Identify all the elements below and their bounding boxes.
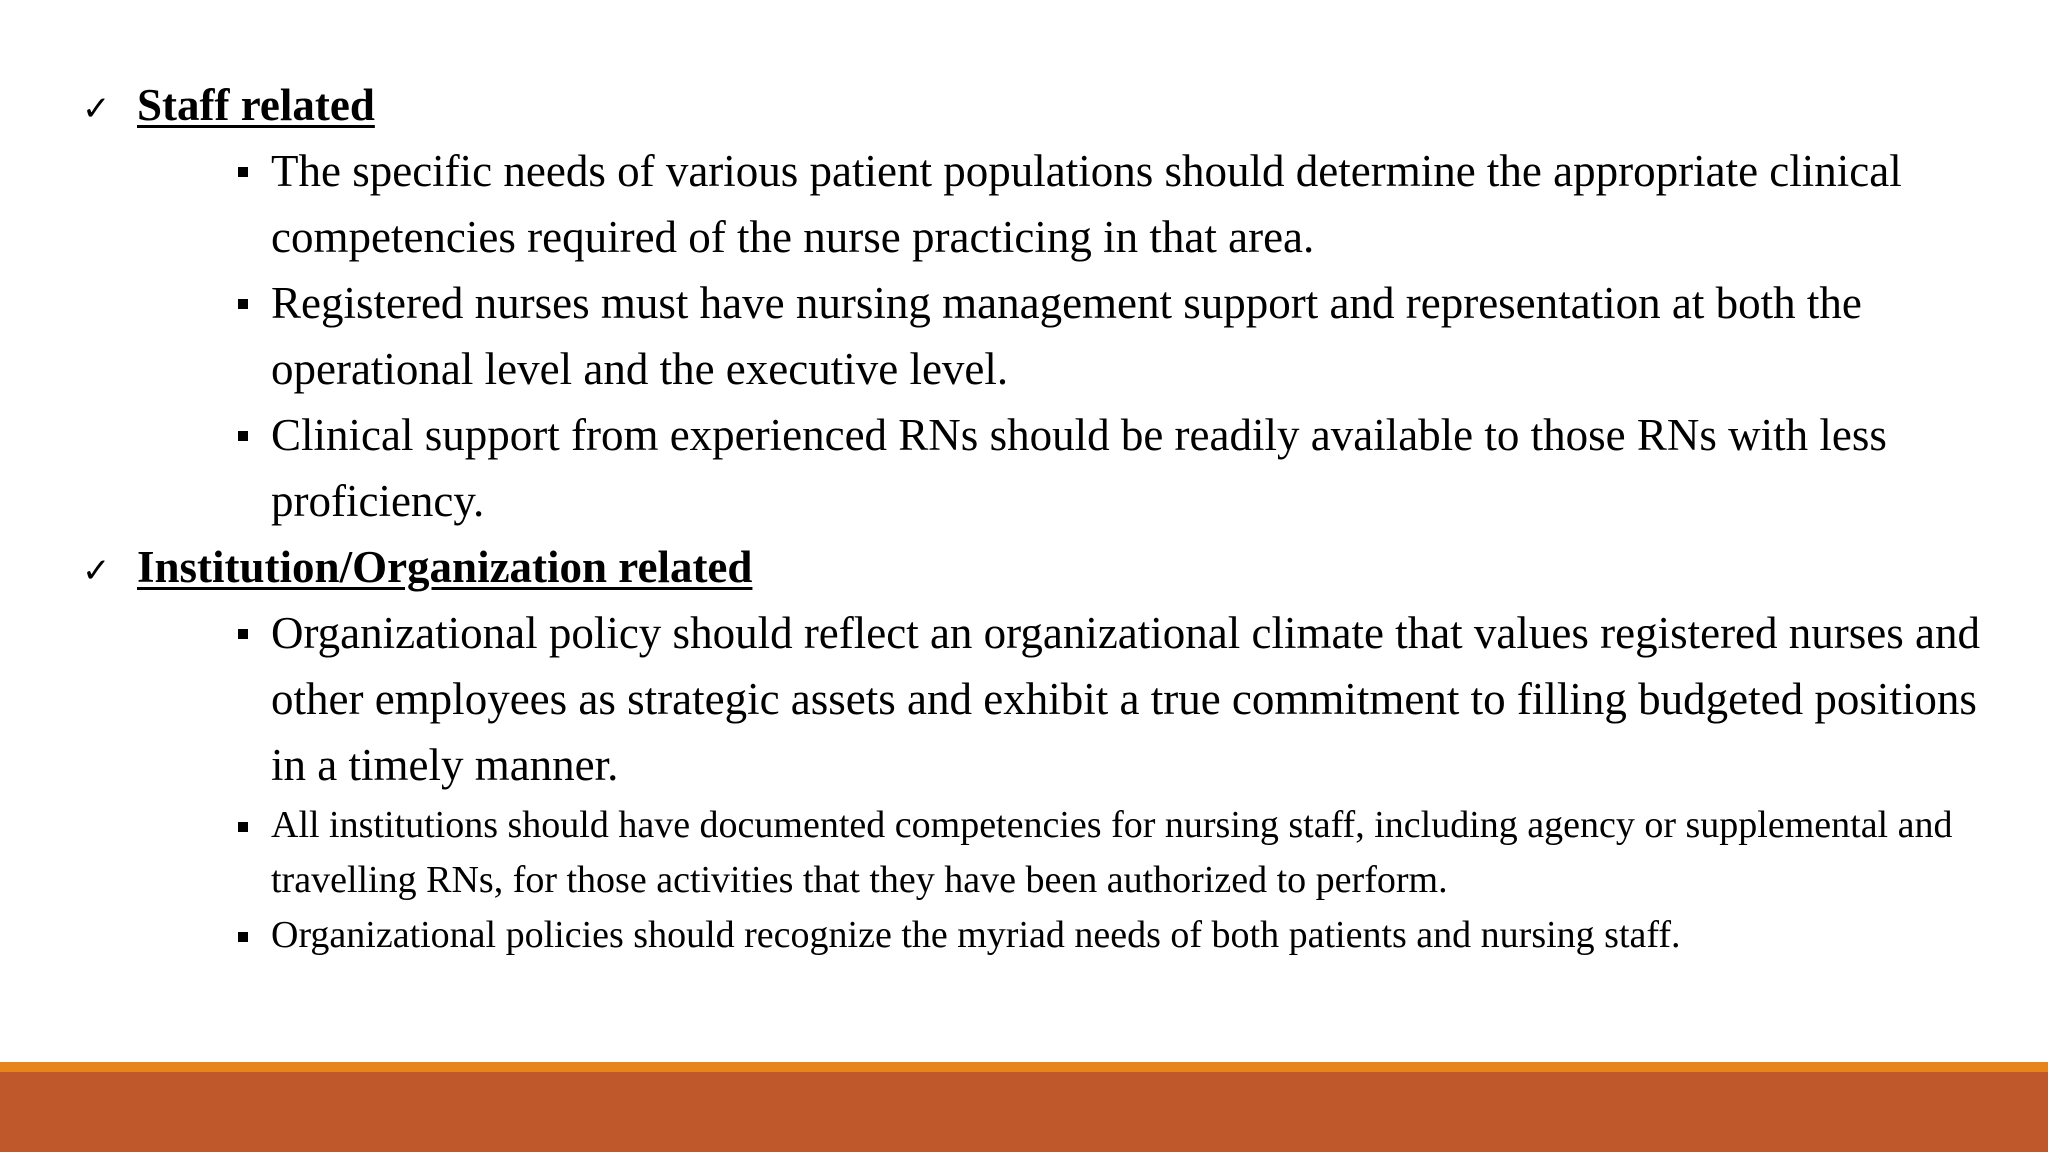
section-heading: Institution/Organization related — [137, 542, 753, 592]
bullet-text: Clinical support from experienced RNs should be readily available to those RNs with less proficiency. — [271, 410, 1887, 526]
square-bullet-icon — [238, 822, 248, 832]
section-institution-related — [82, 534, 2012, 963]
square-bullet-icon — [238, 299, 248, 309]
bullet-list — [82, 138, 2012, 534]
small-bullet-list — [82, 798, 2012, 963]
bullet-text: Registered nurses must have nursing management support and representation at both the operational level and the executive level. — [271, 278, 1862, 394]
square-bullet-icon — [238, 932, 248, 942]
bullet-text: Organizational policies should recognize the myriad needs of both patients and nursing staff. — [271, 914, 1681, 956]
section-heading-row — [82, 534, 2012, 600]
list-item — [82, 600, 2012, 798]
footer-band — [0, 1062, 2048, 1152]
square-bullet-icon — [238, 431, 248, 441]
checkmark-icon: ✓ — [82, 89, 111, 129]
bullet-text: All institutions should have documented competencies for nursing staff, including agency or supplemental and travelling RNs, for those activities that they have been authorized to perform. — [271, 804, 1953, 901]
list-item — [82, 270, 2012, 402]
slide-content — [82, 72, 2012, 963]
list-item — [82, 402, 2012, 534]
section-heading: Staff related — [137, 80, 375, 130]
list-item — [82, 798, 2012, 908]
list-item — [82, 138, 2012, 270]
bullet-list — [82, 600, 2012, 798]
section-heading-row — [82, 72, 2012, 138]
square-bullet-icon — [238, 629, 248, 639]
list-item — [82, 908, 2012, 963]
bullet-text: The specific needs of various patient populations should determine the appropriate clinical competencies required of the nurse practicing in that area. — [271, 146, 1902, 262]
footer-accent-line — [0, 1062, 2048, 1072]
bullet-text: Organizational policy should reflect an organizational climate that values registered nurses and other employees as strategic assets and exhibit a true commitment to filling budgeted positions in a timely manner. — [271, 608, 1980, 790]
checkmark-icon: ✓ — [82, 551, 111, 591]
section-staff-related — [82, 72, 2012, 534]
square-bullet-icon — [238, 167, 248, 177]
